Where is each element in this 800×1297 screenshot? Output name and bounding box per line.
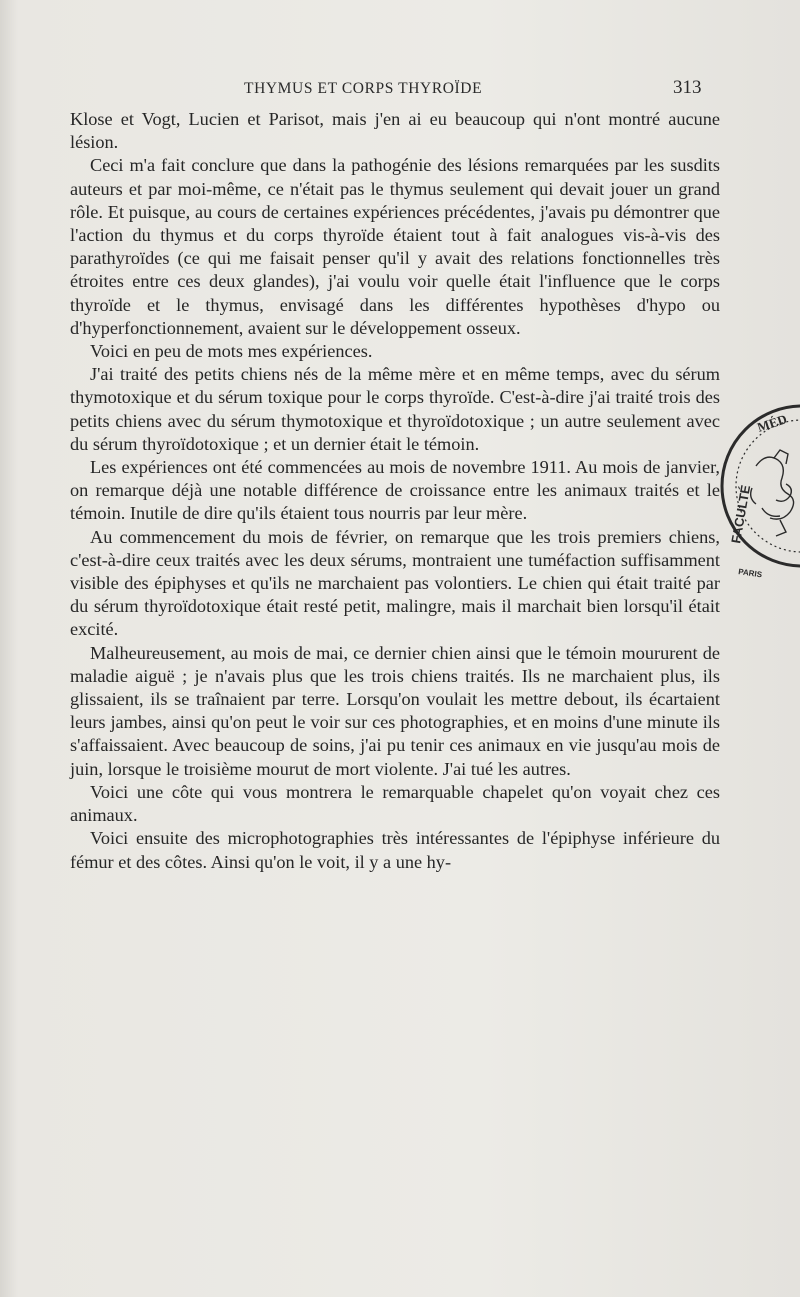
paragraph-7: Malheureusement, au mois de mai, ce dernier chien ainsi que le témoin moururent de maladie aiguë ; je n'avais plus que les trois chiens traités. Ils ne marchaient plus, ils glissaient, ils se traînaient par terre. Lorsqu'on voulait les mettre debout, ils écartaient leurs jambes, ainsi qu'on peut le voir sur ces photographies, et en moins d'une minute ils s'affaissaient. Avec beaucoup de soins, j'ai pu tenir ces animaux en vie jusqu'au mois de juin, lorsque le troisième mourut de mort violente. J'ai tué les autres. <box>70 642 720 779</box>
paragraph-2: Ceci m'a fait conclure que dans la pathogénie des lésions remarquées par les susdits auteurs et par moi-même, ce n'était pas le thymus seulement qui devait jouer un grand rôle. Et puisque, au cours de certaines expériences précédentes, j'avais pu démontrer que l'action du thymus et du corps thyroïde étaient tout à fait analogues vis-à-vis des parathyroïdes (ce qui me faisait penser qu'il y avait des relations fonctionnelles très étroites entre ces deux glandes), j'ai voulu voir quelle était l'influence que le corps thyroïde et le thymus, envisagé dans les différentes hypothèses d'hypo ou d'hyperfonctionnement, avaient sur le développement osseux. <box>70 155 720 338</box>
running-header <box>0 76 800 102</box>
library-stamp-graphic <box>716 388 800 588</box>
paragraph-3: Voici en peu de mots mes expériences. <box>90 341 373 362</box>
page-number: 313 <box>673 77 702 98</box>
paragraph-4: J'ai traité des petits chiens nés de la même mère et en même temps, avec du sérum thymotoxique et du sérum toxique pour le corps thyroïde. C'est-à-dire j'ai traité trois des petits chiens avec du sérum thymotoxique et thyroïdotoxique ; un autre seulement avec du sérum thyroïdotoxique ; et un dernier était le témoin. <box>70 364 720 454</box>
stamp-text-bottom: PARIS <box>737 567 763 580</box>
body-text <box>70 108 720 874</box>
paragraph-5: Les expériences ont été commencées au mois de novembre 1911. Au mois de janvier, on remarque déjà une notable différence de croissance entre les animaux traités et le témoin. Inutile de dire qu'ils étaient tous nourris par leur mère. <box>70 457 720 524</box>
paragraph-9: Voici ensuite des microphotographies très intéressantes de l'épiphyse inférieure du fémur et des côtes. Ainsi qu'on le voit, il y a une hy- <box>70 828 720 872</box>
paragraph-1: Klose et Vogt, Lucien et Parisot, mais j'en ai eu beaucoup qui n'ont montré aucune lésion. <box>70 109 720 153</box>
running-title: THYMUS ET CORPS THYROÏDE <box>244 80 483 97</box>
paragraph-8: Voici une côte qui vous montrera le remarquable chapelet qu'on voyait chez ces animaux. <box>70 781 720 826</box>
paragraph-6: Au commencement du mois de février, on remarque que les trois premiers chiens, c'est-à-dire ceux traités avec les deux sérums, montraient une tuméfaction suffisamment visible des épiphyses et qu'ils ne marchaient pas volontiers. Le chien qui était traité par du sérum thyroïdotoxique était resté petit, malingre, mais il marchait bien lorsqu'il était excité. <box>70 526 720 640</box>
library-stamp <box>716 388 800 588</box>
stamp-text-top: MÉD <box>755 411 789 435</box>
stamp-text-side: FACULTÉ <box>728 483 754 545</box>
